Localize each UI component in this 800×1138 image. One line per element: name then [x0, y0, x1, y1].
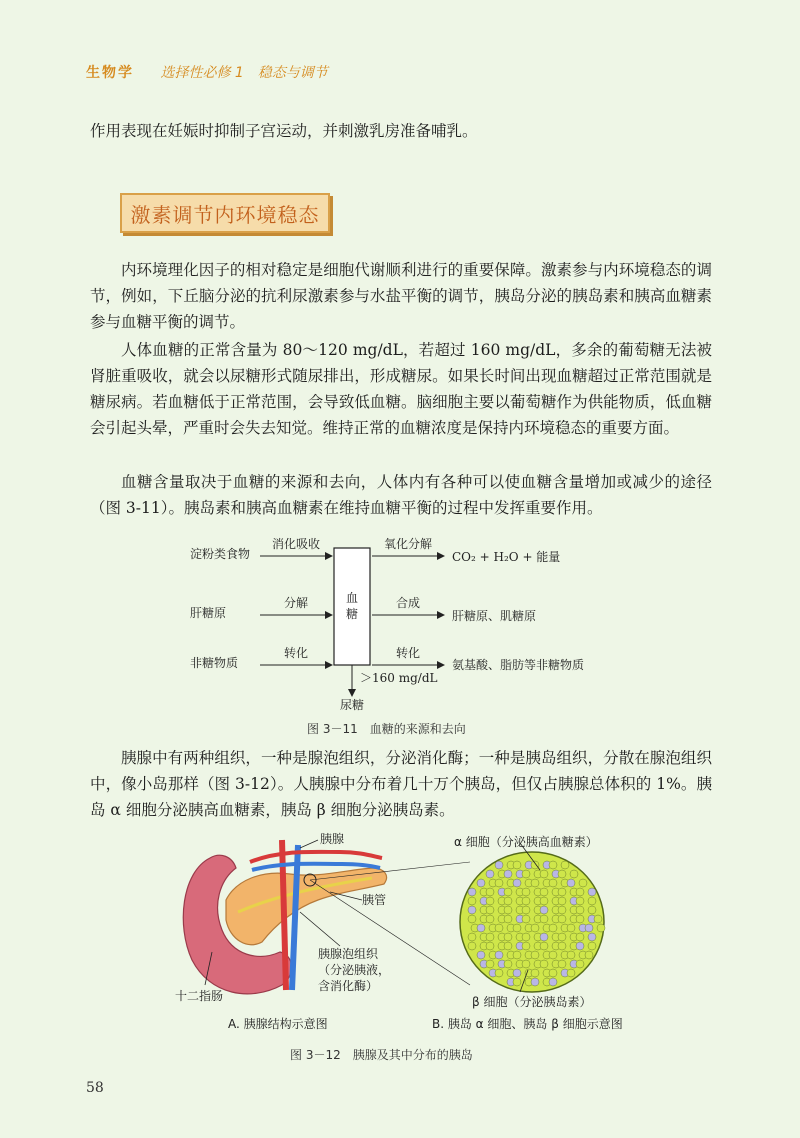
intro-line: 作用表现在妊娠时抑制子宫运动，并刺激乳房准备哺乳。: [90, 122, 478, 140]
beta-cell: [522, 906, 530, 914]
beta-cell: [504, 933, 512, 941]
beta-cell: [588, 906, 596, 914]
beta-cell: [504, 897, 512, 905]
alpha-cell: [468, 906, 476, 914]
beta-cell: [522, 960, 530, 968]
beta-cell: [513, 978, 521, 986]
beta-cell: [570, 870, 578, 878]
beta-cell: [531, 951, 539, 959]
sink-glycogen: 肝糖原、肌糖原: [452, 609, 537, 623]
beta-cell: [540, 915, 548, 923]
label-pancreas: 胰腺: [320, 832, 345, 846]
figure-3-12-caption: 图 3－12 胰腺及其中分布的胰岛: [290, 1048, 473, 1062]
beta-cell: [513, 861, 521, 869]
alpha-cell: [531, 978, 539, 986]
beta-cell: [486, 888, 494, 896]
alpha-cell: [486, 870, 494, 878]
subcaption-a: A. 胰腺结构示意图: [228, 1017, 328, 1031]
beta-cell: [513, 951, 521, 959]
alpha-cell: [477, 924, 485, 932]
beta-cell: [549, 969, 557, 977]
alpha-cell: [495, 951, 503, 959]
source-liver-glycogen: 肝糖原: [190, 606, 227, 620]
beta-cell: [531, 879, 539, 887]
subcaption-b: B. 胰岛 α 细胞、胰岛 β 细胞示意图: [432, 1017, 623, 1031]
beta-cell: [513, 924, 521, 932]
beta-cell: [468, 933, 476, 941]
label-acinar-note-1: （分泌胰液，: [318, 963, 391, 977]
beta-cell: [540, 897, 548, 905]
beta-cell: [549, 879, 557, 887]
beta-cell: [495, 924, 503, 932]
beta-cell: [504, 906, 512, 914]
beta-cell: [504, 960, 512, 968]
beta-cell: [588, 942, 596, 950]
alpha-cell: [495, 861, 503, 869]
beta-cell: [558, 888, 566, 896]
beta-cell: [531, 924, 539, 932]
sink-non-sugar: 氨基酸、脂肪等非糖物质: [452, 658, 585, 672]
header-subject: 生物学: [86, 65, 134, 81]
alpha-cell: [513, 879, 521, 887]
beta-cell: [540, 870, 548, 878]
process-synthesize: 合成: [395, 596, 421, 610]
beta-cell: [486, 933, 494, 941]
paragraph-3: 血糖含量取决于血糖的来源和去向，人体内有各种可以使血糖含量增加或减少的途径（图 3-11）。胰岛素和胰高血糖素在维持血糖平衡的过程中发挥重要作用。: [90, 473, 712, 517]
label-acinar-note-2: 含消化酶）: [318, 979, 379, 993]
alpha-cell: [588, 933, 596, 941]
beta-cell: [531, 861, 539, 869]
figure-3-11-caption: 图 3－11 血糖的来源和去向: [307, 722, 466, 736]
beta-cell: [567, 951, 575, 959]
blood-sugar-char-2: 糖: [345, 607, 359, 621]
beta-cell: [522, 870, 530, 878]
beta-cell: [522, 933, 530, 941]
beta-cell: [486, 942, 494, 950]
alpha-cell: [585, 924, 593, 932]
page-number: 58: [86, 1080, 104, 1096]
sink-co2-water-energy: CO₂ + H₂O + 能量: [452, 550, 561, 564]
beta-cell: [522, 888, 530, 896]
beta-cell: [522, 897, 530, 905]
beta-cell: [495, 879, 503, 887]
urine-sugar-label: 尿糖: [339, 698, 365, 712]
label-duct: 胰管: [362, 893, 387, 907]
process-convert-out: 转化: [395, 646, 421, 660]
beta-cell: [558, 915, 566, 923]
beta-cell: [558, 942, 566, 950]
process-convert-in: 转化: [283, 646, 309, 660]
label-beta-cell: β 细胞（分泌胰岛素）: [472, 995, 592, 1009]
paragraph-1: 内环境理化因子的相对稳定是细胞代谢顺利进行的重要保障。激素参与内环境稳态的调节，例如，下丘脑分泌的抗利尿激素参与水盐平衡的调节，胰岛分泌的胰岛素和胰高血糖素参与血糖平衡的调节。: [90, 261, 712, 331]
beta-cell: [468, 897, 476, 905]
beta-cell: [558, 870, 566, 878]
beta-cell: [495, 969, 503, 977]
beta-cell: [561, 861, 569, 869]
beta-cell: [522, 915, 530, 923]
alpha-cell: [588, 888, 596, 896]
label-acinar: 胰腺泡组织: [318, 947, 379, 961]
threshold-label: ＞160 mg/dL: [360, 671, 438, 685]
beta-cell: [558, 897, 566, 905]
alpha-cell: [504, 870, 512, 878]
beta-cell: [576, 915, 584, 923]
alpha-cell: [567, 879, 575, 887]
beta-cell: [579, 879, 587, 887]
alpha-cell: [576, 942, 584, 950]
beta-cell: [576, 960, 584, 968]
beta-cell: [567, 924, 575, 932]
beta-cell: [558, 960, 566, 968]
alpha-cell: [549, 978, 557, 986]
artery-horizontal: [250, 852, 382, 862]
source-food: 淀粉类食物: [190, 547, 251, 561]
paragraph-2: 人体血糖的正常含量为 80～120 mg/dL，若超过 160 mg/dL，多余的葡萄糖无法被肾脏重吸收，就会以尿糖形式随尿排出，形成糖尿。如果长时间出现血糖超过正常范围就是糖尿病。若血糖低于正常范围，会导致低血糖。脑细胞主要以葡萄糖作为供能物质，低血糖会引起头晕，严重时会失去知觉。维持正常的血糖浓度是保持内环境稳态的重要方面。: [90, 341, 712, 437]
beta-cell: [468, 942, 476, 950]
beta-cell: [540, 888, 548, 896]
beta-cell: [540, 942, 548, 950]
beta-cell: [549, 861, 557, 869]
beta-cell: [558, 906, 566, 914]
beta-cell: [540, 960, 548, 968]
beta-cell: [522, 942, 530, 950]
beta-cell: [549, 924, 557, 932]
beta-cell: [594, 915, 602, 923]
beta-cell: [486, 960, 494, 968]
beta-cell: [504, 915, 512, 923]
alpha-cell: [477, 879, 485, 887]
alpha-cell: [477, 951, 485, 959]
beta-cell: [549, 951, 557, 959]
header-book: 选择性必修 1 稳态与调节: [160, 65, 328, 81]
label-duodenum: 十二指肠: [175, 989, 224, 1003]
alpha-cell: [513, 969, 521, 977]
alpha-cell: [468, 888, 476, 896]
beta-cell: [576, 897, 584, 905]
beta-cell: [597, 924, 605, 932]
beta-cell: [504, 888, 512, 896]
process-oxidize: 氧化分解: [383, 537, 433, 551]
beta-cell: [486, 897, 494, 905]
section-title: 激素调节内环境稳态: [130, 202, 320, 227]
beta-cell: [576, 933, 584, 941]
islet-illustration: [460, 852, 605, 992]
label-alpha-cell: α 细胞（分泌胰高血糖素）: [454, 835, 598, 849]
beta-cell: [468, 915, 476, 923]
beta-cell: [558, 933, 566, 941]
beta-cell: [504, 942, 512, 950]
vein-vertical: [292, 845, 298, 990]
alpha-cell: [540, 933, 548, 941]
blood-sugar-char-1: 血: [345, 591, 359, 605]
alpha-cell: [540, 906, 548, 914]
beta-cell: [531, 969, 539, 977]
beta-cell: [486, 906, 494, 914]
beta-cell: [585, 951, 593, 959]
process-break-down: 分解: [283, 596, 309, 610]
source-non-sugar: 非糖物质: [190, 656, 239, 670]
paragraph-4: 胰腺中有两种组织，一种是腺泡组织，分泌消化酶；一种是胰岛组织，分散在腺泡组织中，像小岛那样（图 3-12）。人胰腺中分布着几十万个胰岛，但仅占胰腺总体积的 1%。胰岛 α 细胞分泌胰高血糖素，胰岛 β 细胞分泌胰岛素。: [90, 749, 712, 819]
beta-cell: [567, 969, 575, 977]
beta-cell: [576, 906, 584, 914]
beta-cell: [588, 897, 596, 905]
beta-cell: [576, 888, 584, 896]
artery-vertical: [282, 840, 286, 990]
process-digest: 消化吸收: [271, 537, 321, 551]
beta-cell: [486, 915, 494, 923]
